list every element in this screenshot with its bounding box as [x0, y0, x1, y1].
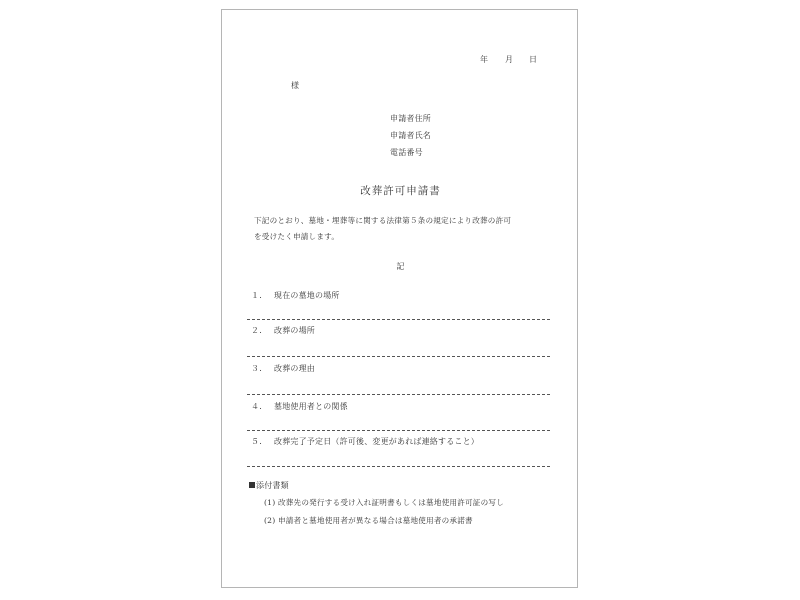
- item-label: 現在の墓地の場所: [274, 291, 340, 300]
- application-form-page: [221, 9, 578, 588]
- item-number: ４.: [251, 402, 262, 411]
- entry-line: [247, 356, 550, 357]
- item-number: ３.: [251, 364, 262, 373]
- attachment-item: (2) 申請者と墓地使用者が異なる場合は墓地使用者の承諾書: [264, 516, 473, 525]
- body-text-line-1: 下記のとおり、墓地・埋葬等に関する法律第５条の規定により改葬の許可: [254, 216, 512, 225]
- square-bullet-icon: [249, 482, 255, 488]
- item-number: １.: [251, 291, 262, 300]
- applicant-address-label: 申請者住所: [390, 114, 431, 123]
- ki-heading: 記: [396, 262, 405, 271]
- entry-line: [247, 394, 550, 395]
- date-day-label: 日: [529, 55, 538, 64]
- attachments-heading: [249, 481, 289, 491]
- item-label: 改葬の理由: [274, 364, 315, 373]
- item-label: 改葬の場所: [274, 326, 315, 335]
- attachments-heading-label: 添付書類: [256, 481, 289, 490]
- applicant-phone-label: 電話番号: [390, 148, 423, 157]
- item-label: 墓地使用者との関係: [274, 402, 348, 411]
- addressee-honorific: 様: [291, 81, 300, 90]
- date-month-label: 月: [505, 55, 514, 64]
- entry-line: [247, 466, 550, 467]
- date-year-label: 年: [480, 55, 489, 64]
- entry-line: [247, 430, 550, 431]
- body-text-line-2: を受けたく申請します。: [254, 232, 340, 241]
- document-title: 改葬許可申請書: [360, 185, 441, 197]
- item-number: ２.: [251, 326, 262, 335]
- entry-line: [247, 319, 550, 320]
- item-label: 改葬完了予定日（許可後、変更があれば連絡すること）: [274, 437, 479, 446]
- applicant-name-label: 申請者氏名: [390, 131, 431, 140]
- attachment-item: (1) 改葬先の発行する受け入れ証明書もしくは墓地使用許可証の写し: [264, 498, 504, 507]
- item-number: ５.: [251, 437, 262, 446]
